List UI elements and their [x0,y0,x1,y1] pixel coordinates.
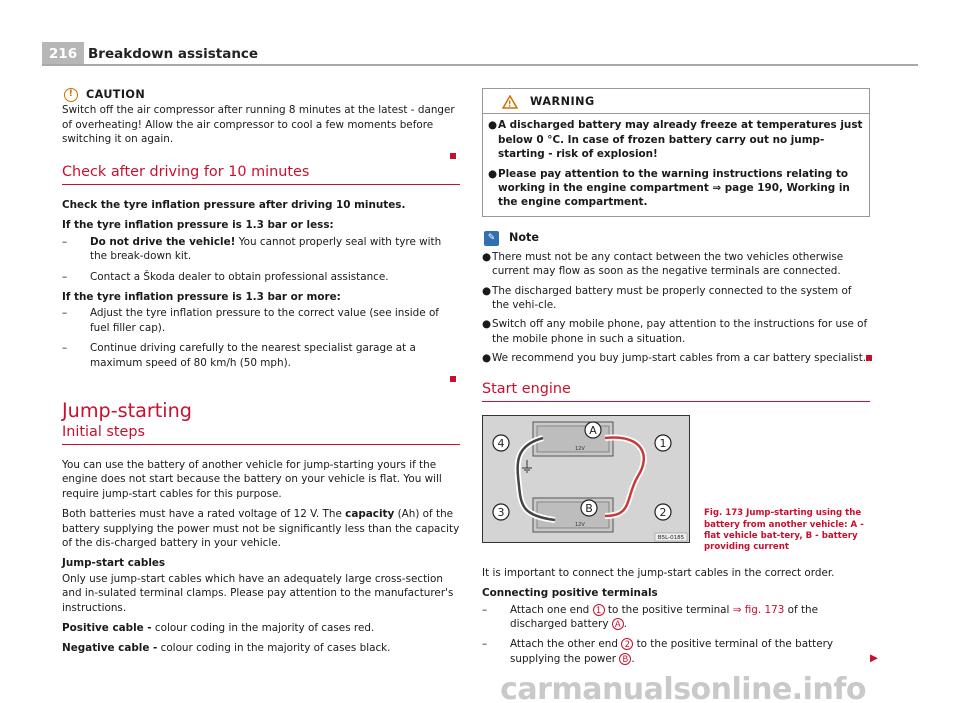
caution-text [62,103,460,146]
warning-icon [502,95,518,109]
cables-text: Only use jump-start cables which have an adequately large cross-section and in-sulated terminal clamps. Please pay attention to the manufacturer's instructions. [62,572,454,614]
initial-heading: Initial steps [62,425,460,445]
dash-marker: – [482,603,488,616]
if-less-heading: If the tyre inflation pressure is 1.3 bar or less: [62,219,334,232]
end-marker-square [450,153,456,159]
list-item [482,317,870,346]
check-intro: Check the tyre inflation pressure after driving 10 minutes. [62,199,406,212]
page-number: 216 [42,42,84,66]
list-item-text [496,603,870,632]
list-item-text: Continue driving carefully to the nearest specialist garage at a maximum speed of 80 km/h (50 mph). [90,342,416,369]
list-item [62,270,460,284]
positive-label: Positive cable - [62,621,152,634]
label-1 [655,435,671,451]
number-badge-1: 1 [593,604,605,616]
label-3 [493,504,509,520]
caution-title: CAUTION [86,88,146,101]
dash-marker: – [62,307,68,320]
list-item [482,603,870,632]
text-part: . [623,617,628,630]
list-item-text: There must not be any contact between the two vehicles otherwise current may flow as soon as the negative terminals are connected. [492,250,844,278]
text-part: . [631,652,635,665]
caution-body: Switch off the air compressor after running 8 minutes at the latest - danger of overheating! Allow the air compressor to cool a few moments before switching it on again. [62,104,455,146]
label-2 [655,504,671,520]
jump-heading: Jump-starting [62,399,192,423]
negative-line [62,641,460,655]
label-a [585,422,601,438]
note-heading [484,231,870,246]
bullet-marker: ● [488,119,498,132]
note-icon: ✎ [484,231,499,246]
text-part: of the discharged battery [510,603,819,630]
section-title: Breakdown assistance [88,46,259,62]
bullet-marker: ● [482,284,492,297]
list-item-text: We recommend you buy jump-start cables from a car battery specialist. [492,352,867,365]
paragraph [62,507,460,550]
label-b [581,500,597,516]
svg-text:B: B [585,502,593,516]
end-marker [62,376,460,386]
positive-text: colour coding in the majority of cases red. [151,621,375,634]
dash-marker: – [62,342,68,355]
list-item-text: Contact a Škoda dealer to obtain professional assistance. [90,270,389,283]
svg-text:!: ! [507,99,513,109]
figure-caption-text: Jump-starting using the battery from another vehicle: A - flat vehicle bat-tery, B - battery providing current [704,508,864,553]
battery-b-voltage: 12V [575,522,585,529]
svg-text:A: A [589,424,597,438]
note-title: Note [509,231,539,245]
list-item [62,306,460,335]
battery-a-voltage: 12V [575,446,585,453]
end-marker-square [866,355,872,361]
paragraph: It is important to connect the jump-start cables in the correct order. [482,566,835,579]
dash-marker: – [482,638,488,651]
jump-start-diagram [483,416,689,542]
number-badge-2: 2 [621,638,633,650]
bullet-marker: ● [482,352,492,365]
caution-icon: ! [64,88,78,102]
list-item [482,250,870,279]
positive-line [62,621,460,635]
svg-text:4: 4 [497,437,505,451]
warning-box [482,88,870,217]
list-item [488,118,863,161]
list-item [482,637,878,666]
start-heading: Start engine [482,382,870,402]
paragraph-bold: capacity [345,508,395,521]
watermark: carmanualsonline.info [500,672,866,703]
list-item [62,341,460,370]
svg-text:3: 3 [497,506,505,520]
continue-arrow-icon: ▶ [870,652,878,665]
figure-link[interactable]: ⇒ fig. 173 [732,603,785,616]
paragraph-part: Both batteries must have a rated voltage of 12 V. The [62,508,346,521]
figure [482,415,870,554]
dash-marker: – [62,270,68,283]
list-item-bold: Do not drive the vehicle! [90,235,236,248]
paragraph-part: (Ah) of the battery supplying the power must not be significantly less than the capacity of the dis-charged battery in your vehicle. [62,508,460,549]
list-item-text [496,637,870,666]
list-item [482,351,870,365]
dash-marker: – [62,235,68,248]
conn-heading: Connecting positive terminals [482,587,658,600]
list-item-text: A discharged battery may already freeze at temperatures just below 0 °C. In case of frozen battery carry out no jump-starting - risk of explosion! [498,119,863,161]
svg-text:1: 1 [659,437,667,451]
list-item [62,235,460,264]
left-column [62,88,460,662]
end-marker [62,153,460,163]
header-rule [42,64,918,66]
bullet-marker: ● [482,250,492,263]
warning-title: WARNING [530,95,595,108]
page-header [0,0,960,62]
text-part: to the positive terminal of the battery supplying the power [510,638,834,665]
bullet-marker: ● [488,167,498,180]
negative-text: colour coding in the majority of cases black. [157,642,391,655]
warning-heading [502,95,863,109]
label-4 [493,435,509,451]
list-item-text: The discharged battery must be properly connected to the system of the vehi-cle. [492,284,852,312]
list-item-text: Switch off any mobile phone, pay attention to the instructions for use of the mobile phone in such a situation. [492,318,868,345]
list-item [482,284,870,313]
bullet-marker: ● [482,318,492,331]
list-item [488,167,863,210]
text-part: to the positive terminal [604,603,733,616]
if-more-heading: If the tyre inflation pressure is 1.3 bar or more: [62,291,341,304]
figure-caption [690,415,870,554]
figure-image [482,415,690,543]
caution-heading [64,88,460,102]
right-column [482,88,878,672]
cables-heading: Jump-start cables [62,557,166,570]
negative-label: Negative cable - [62,642,158,655]
list-item-text: Please pay attention to the warning instructions relating to working in the engine compartment ⇒ page 190, Working in the engine compartment. [498,167,850,209]
check-heading: Check after driving for 10 minutes [62,165,460,185]
list-item-rest: You cannot properly seal with tyre with the break-down kit. [90,235,442,263]
text-part: Attach the other end [510,638,622,651]
figure-code: B5L-0185 [657,535,685,542]
list-item-text [76,235,460,264]
list-item-text: Adjust the tyre inflation pressure to the correct value (see inside of fuel filler cap). [90,307,439,334]
svg-text:2: 2 [659,506,667,520]
text-part: Attach one end [510,603,593,616]
warning-rule [483,113,869,114]
paragraph: You can use the battery of another vehicle for jump-starting yours if the engine does not start because the battery on your vehicle is flat. You will require jump-start cables for this purpose. [62,458,442,500]
end-marker-square [450,376,456,382]
battery-badge-a: A [612,618,624,630]
figure-caption-label: Fig. 173 [704,508,744,519]
battery-badge-b: B [619,653,631,665]
